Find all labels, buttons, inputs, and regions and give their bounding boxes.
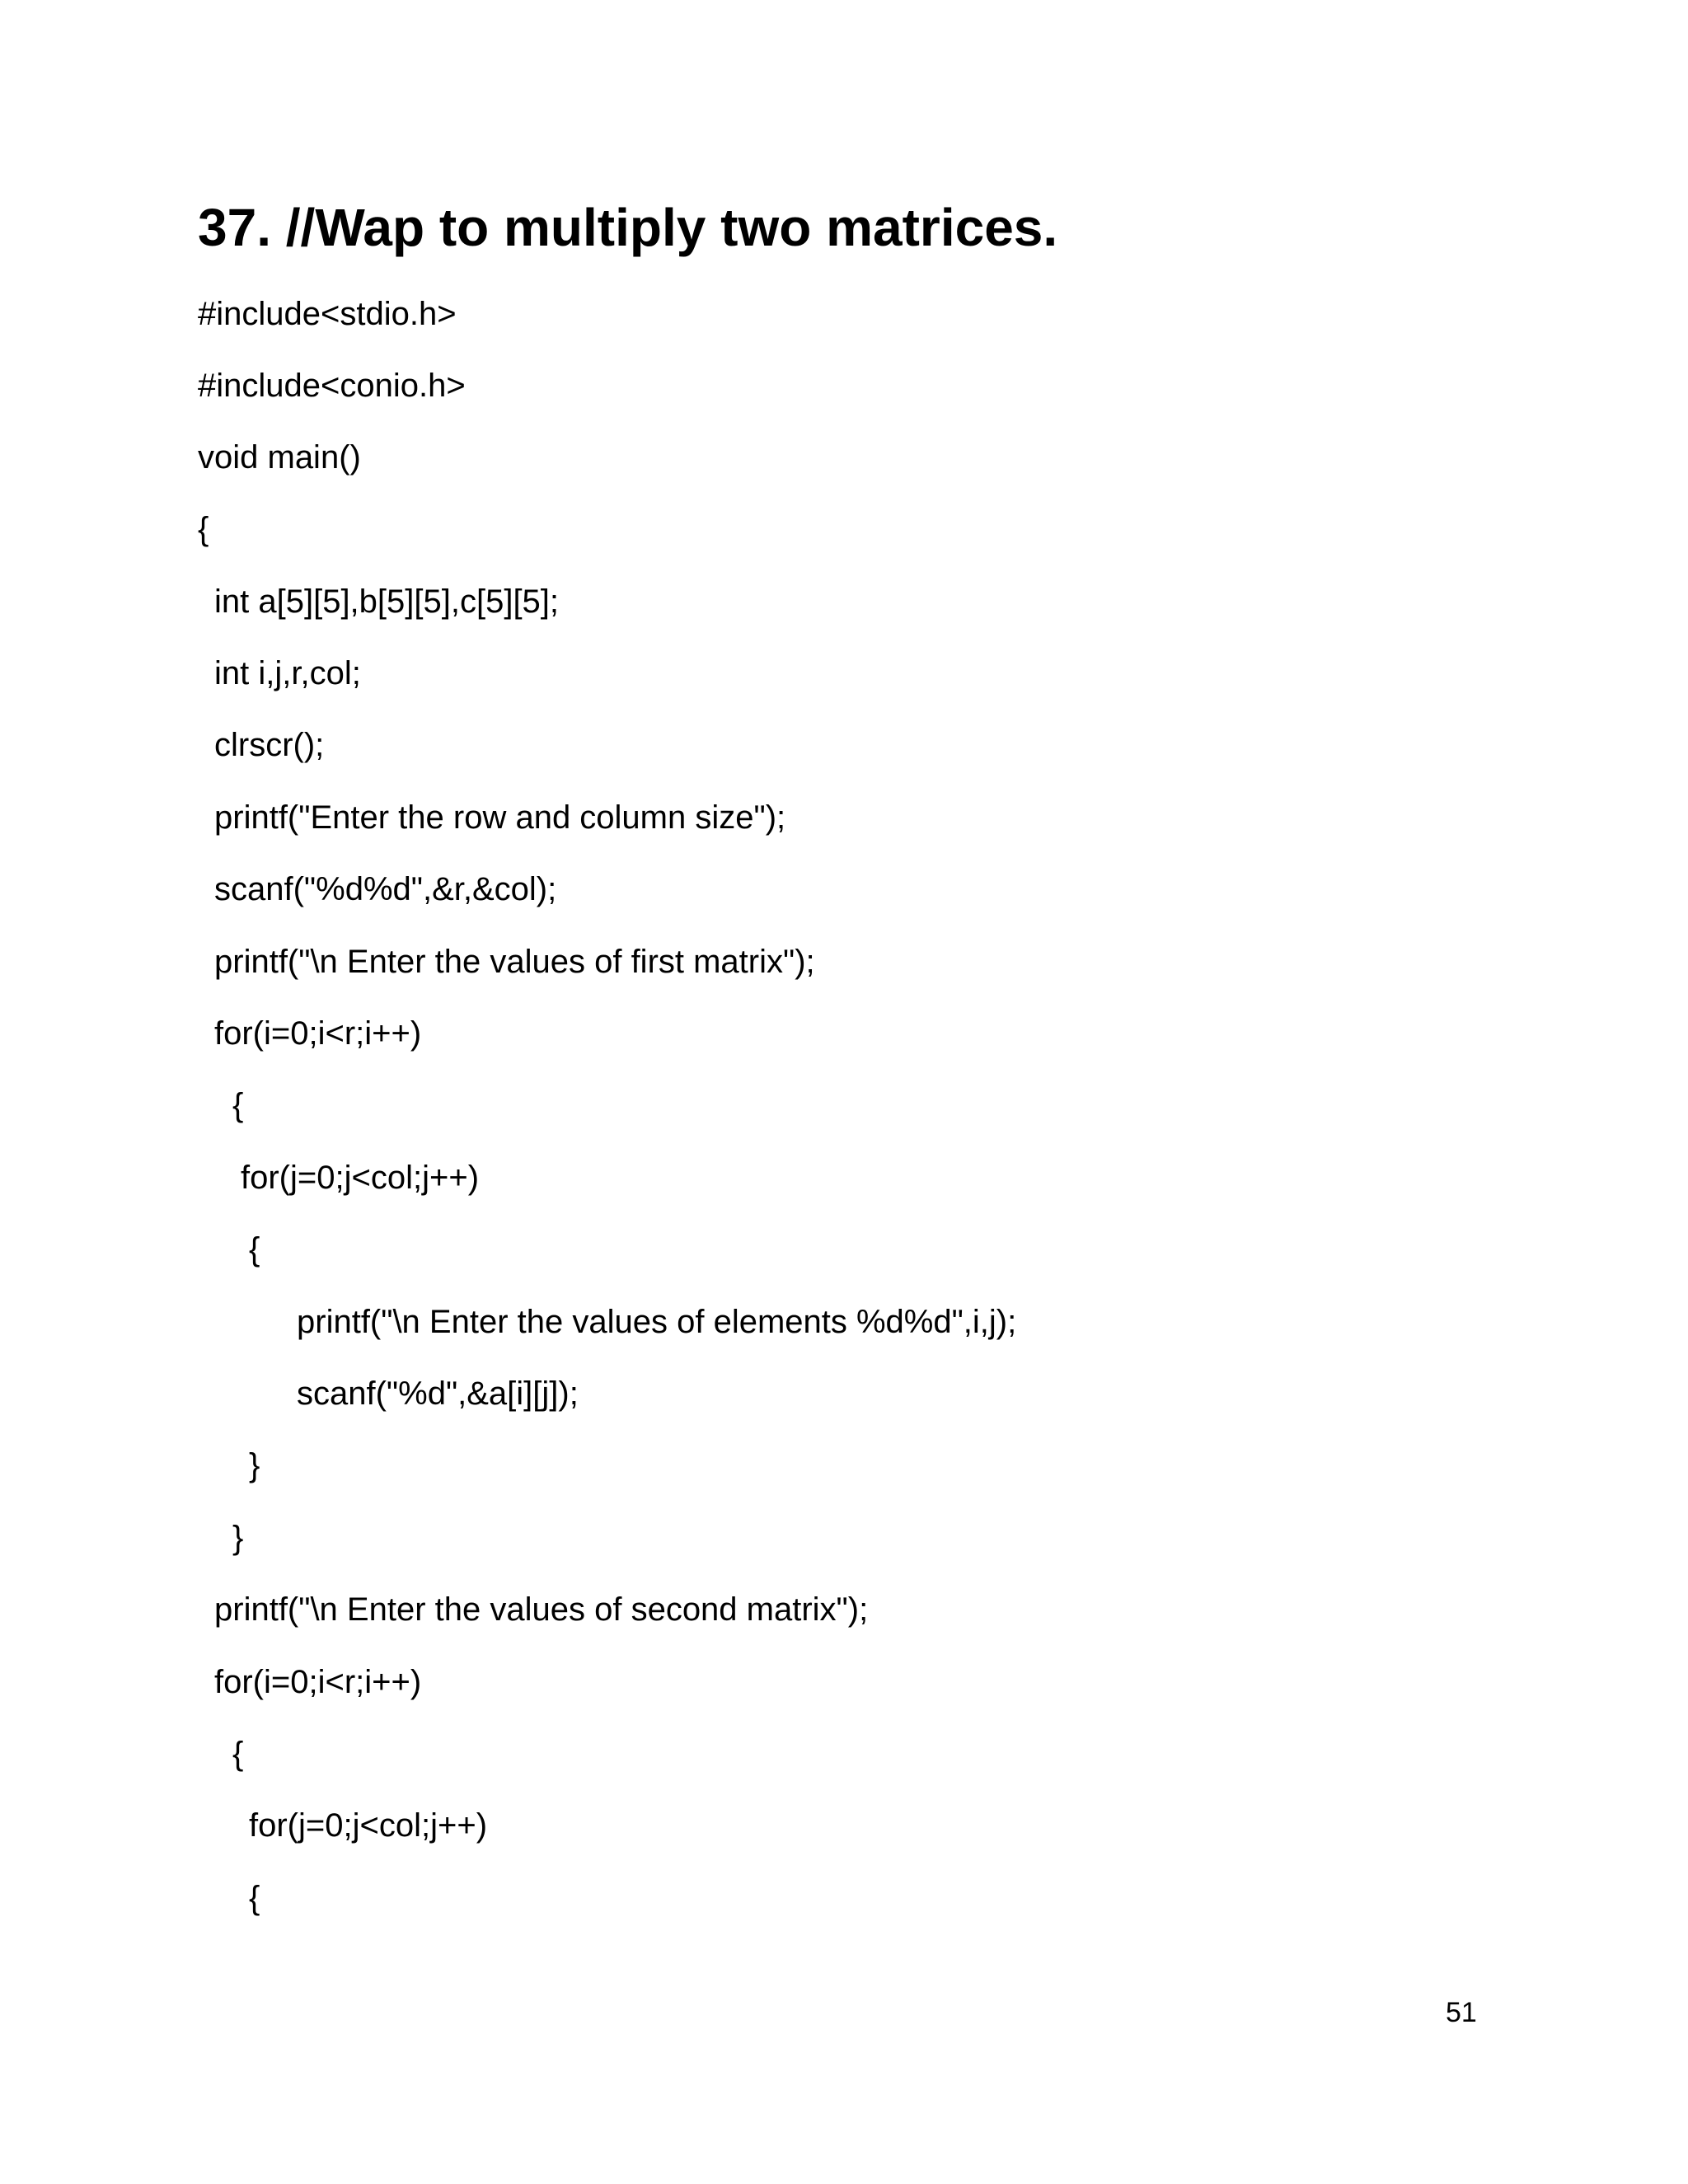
code-line: clrscr(); [214,727,325,763]
page-number: 51 [1446,1997,1477,2028]
code-line: } [249,1447,260,1483]
code-line: int a[5][5],b[5][5],c[5][5]; [214,583,560,620]
code-line: printf("\n Enter the values of elements %d%d",i,j); [297,1304,1017,1340]
code-line: } [232,1520,244,1556]
code-line: { [232,1736,244,1772]
code-line: printf("Enter the row and column size"); [214,799,786,836]
code-line: printf("\n Enter the values of first matrix"); [214,944,815,980]
code-line: { [232,1087,244,1123]
page-title: 37. //Wap to multiply two matrices. [198,198,1058,257]
code-line: for(i=0;i<r;i++) [214,1015,422,1052]
code-line: for(j=0;j<col;j++) [249,1807,488,1844]
code-line: { [198,511,209,547]
code-line: #include<conio.h> [198,368,466,404]
code-line: int i,j,r,col; [214,655,361,691]
code-line: void main() [198,439,361,476]
code-line: printf("\n Enter the values of second matrix"); [214,1591,869,1628]
code-line: { [249,1231,260,1268]
code-line: scanf("%d",&a[i][j]); [297,1376,579,1412]
code-line: { [249,1880,260,1916]
code-line: #include<stdio.h> [198,296,457,332]
code-line: for(i=0;i<r;i++) [214,1664,422,1700]
code-line: scanf("%d%d",&r,&col); [214,871,557,907]
code-line: for(j=0;j<col;j++) [241,1160,480,1196]
